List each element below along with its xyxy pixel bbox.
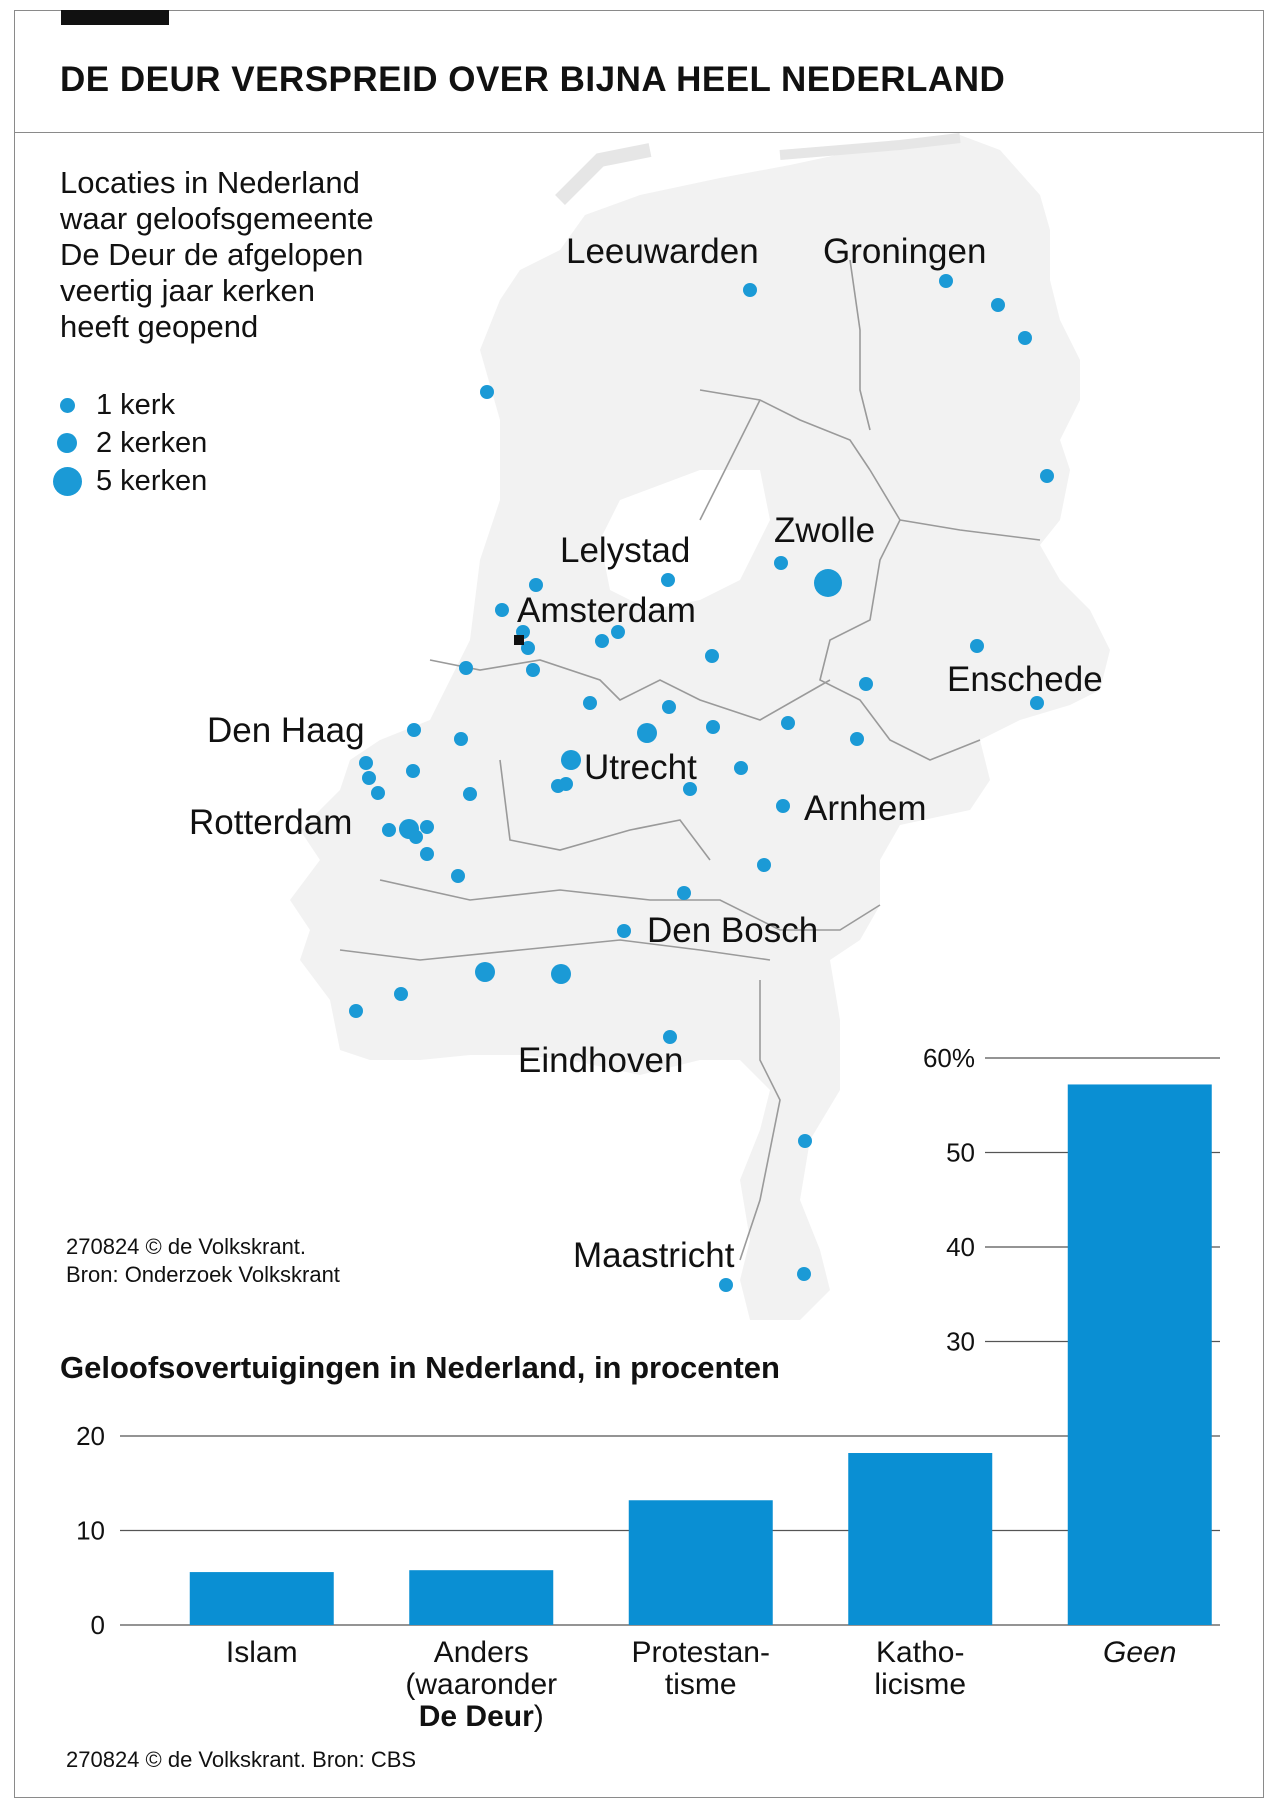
church-dot (991, 298, 1005, 312)
city-label: Amsterdam (517, 591, 696, 630)
church-dot (451, 869, 465, 883)
city-label: Den Haag (207, 711, 365, 750)
church-dot (480, 385, 494, 399)
church-dot (743, 283, 757, 297)
wadden-islands (560, 150, 650, 200)
church-dot (526, 663, 540, 677)
y-tick-label: 0 (90, 1610, 105, 1640)
x-tick-label: Protestan- (631, 1636, 770, 1669)
city-label: Zwolle (774, 511, 876, 550)
church-dot (459, 661, 473, 675)
church-dot (776, 799, 790, 813)
city-label: Enschede (947, 660, 1103, 699)
church-dot (371, 786, 385, 800)
city-label: Leeuwarden (566, 232, 759, 271)
x-tick-label: Islam (225, 1636, 298, 1669)
church-dot (774, 556, 788, 570)
church-dot (583, 696, 597, 710)
church-dot (475, 962, 495, 982)
church-dot (706, 720, 720, 734)
church-dot (734, 761, 748, 775)
church-dot (781, 716, 795, 730)
church-dot (970, 639, 984, 653)
map-credit: 270824 © de Volkskrant. Bron: Onderzoek Volkskrant (66, 1234, 340, 1287)
x-tick-label: De Deur) (418, 1700, 544, 1733)
church-dot (617, 924, 631, 938)
chart-title: Geloofsovertuigingen in Nederland, in procenten (60, 1350, 780, 1385)
y-tick-label: 40 (946, 1232, 975, 1262)
city-label: Eindhoven (518, 1041, 684, 1080)
church-dot (359, 756, 373, 770)
church-dot (705, 649, 719, 663)
city-label: Lelystad (560, 531, 691, 570)
y-tick-label: 60% (922, 1043, 975, 1073)
church-dot (362, 771, 376, 785)
church-dot (939, 274, 953, 288)
y-tick-label: 50 (946, 1137, 975, 1168)
church-dot (798, 1134, 812, 1148)
church-dot (394, 987, 408, 1001)
church-dot (1040, 469, 1054, 483)
city-label: Maastricht (573, 1236, 735, 1275)
church-dot (551, 964, 571, 984)
chart-credit: 270824 © de Volkskrant. Bron: CBS (66, 1747, 417, 1772)
church-dot (420, 820, 434, 834)
church-dot (529, 578, 543, 592)
legend-label: 5 kerken (96, 464, 208, 497)
church-dot (454, 732, 468, 746)
church-dot (757, 858, 771, 872)
x-tick-label: Geen (1103, 1636, 1177, 1669)
legend-label: 2 kerken (96, 426, 208, 459)
y-tick-label: 10 (76, 1515, 105, 1546)
church-dot (637, 723, 657, 743)
legend-label: 1 kerk (96, 388, 175, 421)
legend-dot-small (60, 398, 75, 413)
church-dot (495, 603, 509, 617)
church-dot (661, 573, 675, 587)
church-dot (409, 830, 423, 844)
church-dot (677, 886, 691, 900)
church-dot (859, 677, 873, 691)
y-tick-label: 30 (946, 1326, 975, 1357)
y-tick-label: 20 (76, 1421, 105, 1451)
x-tick-label: Katho- (876, 1636, 965, 1669)
legend-item-1 (52, 387, 175, 423)
church-dot (559, 777, 573, 791)
church-dot (382, 823, 396, 837)
city-label: Den Bosch (647, 911, 819, 950)
church-dot (407, 723, 421, 737)
church-dot (420, 847, 434, 861)
city-label: Arnhem (804, 789, 927, 828)
city-label: Rotterdam (189, 803, 353, 842)
origin-marker (514, 635, 524, 645)
church-dot (662, 700, 676, 714)
x-tick-label: licisme (874, 1668, 967, 1701)
x-tick-label: Anders (433, 1636, 529, 1669)
church-dot (406, 764, 420, 778)
church-dot (1018, 331, 1032, 345)
legend-item-2 (52, 425, 207, 461)
x-tick-label: tisme (664, 1668, 737, 1701)
page-title: DE DEUR VERSPREID OVER BIJNA HEEL NEDERLAND (60, 60, 1006, 99)
x-tick-label: (waaronder (405, 1668, 558, 1701)
church-dot (561, 750, 581, 770)
church-dot (595, 634, 609, 648)
legend-item-5 (52, 463, 207, 499)
city-label: Utrecht (584, 748, 697, 787)
church-dot (850, 732, 864, 746)
map-description: Locaties in Nederland waar geloofsgemeente De Deur de afgelopen veertig jaar kerken heeft geopend (60, 165, 374, 344)
legend-dot-large (53, 467, 82, 496)
church-dot (463, 787, 477, 801)
church-dot (719, 1278, 733, 1292)
church-dot (814, 569, 842, 597)
church-dot (797, 1267, 811, 1281)
city-label: Groningen (823, 232, 987, 271)
church-dot (349, 1004, 363, 1018)
legend-dot-medium (57, 433, 77, 453)
